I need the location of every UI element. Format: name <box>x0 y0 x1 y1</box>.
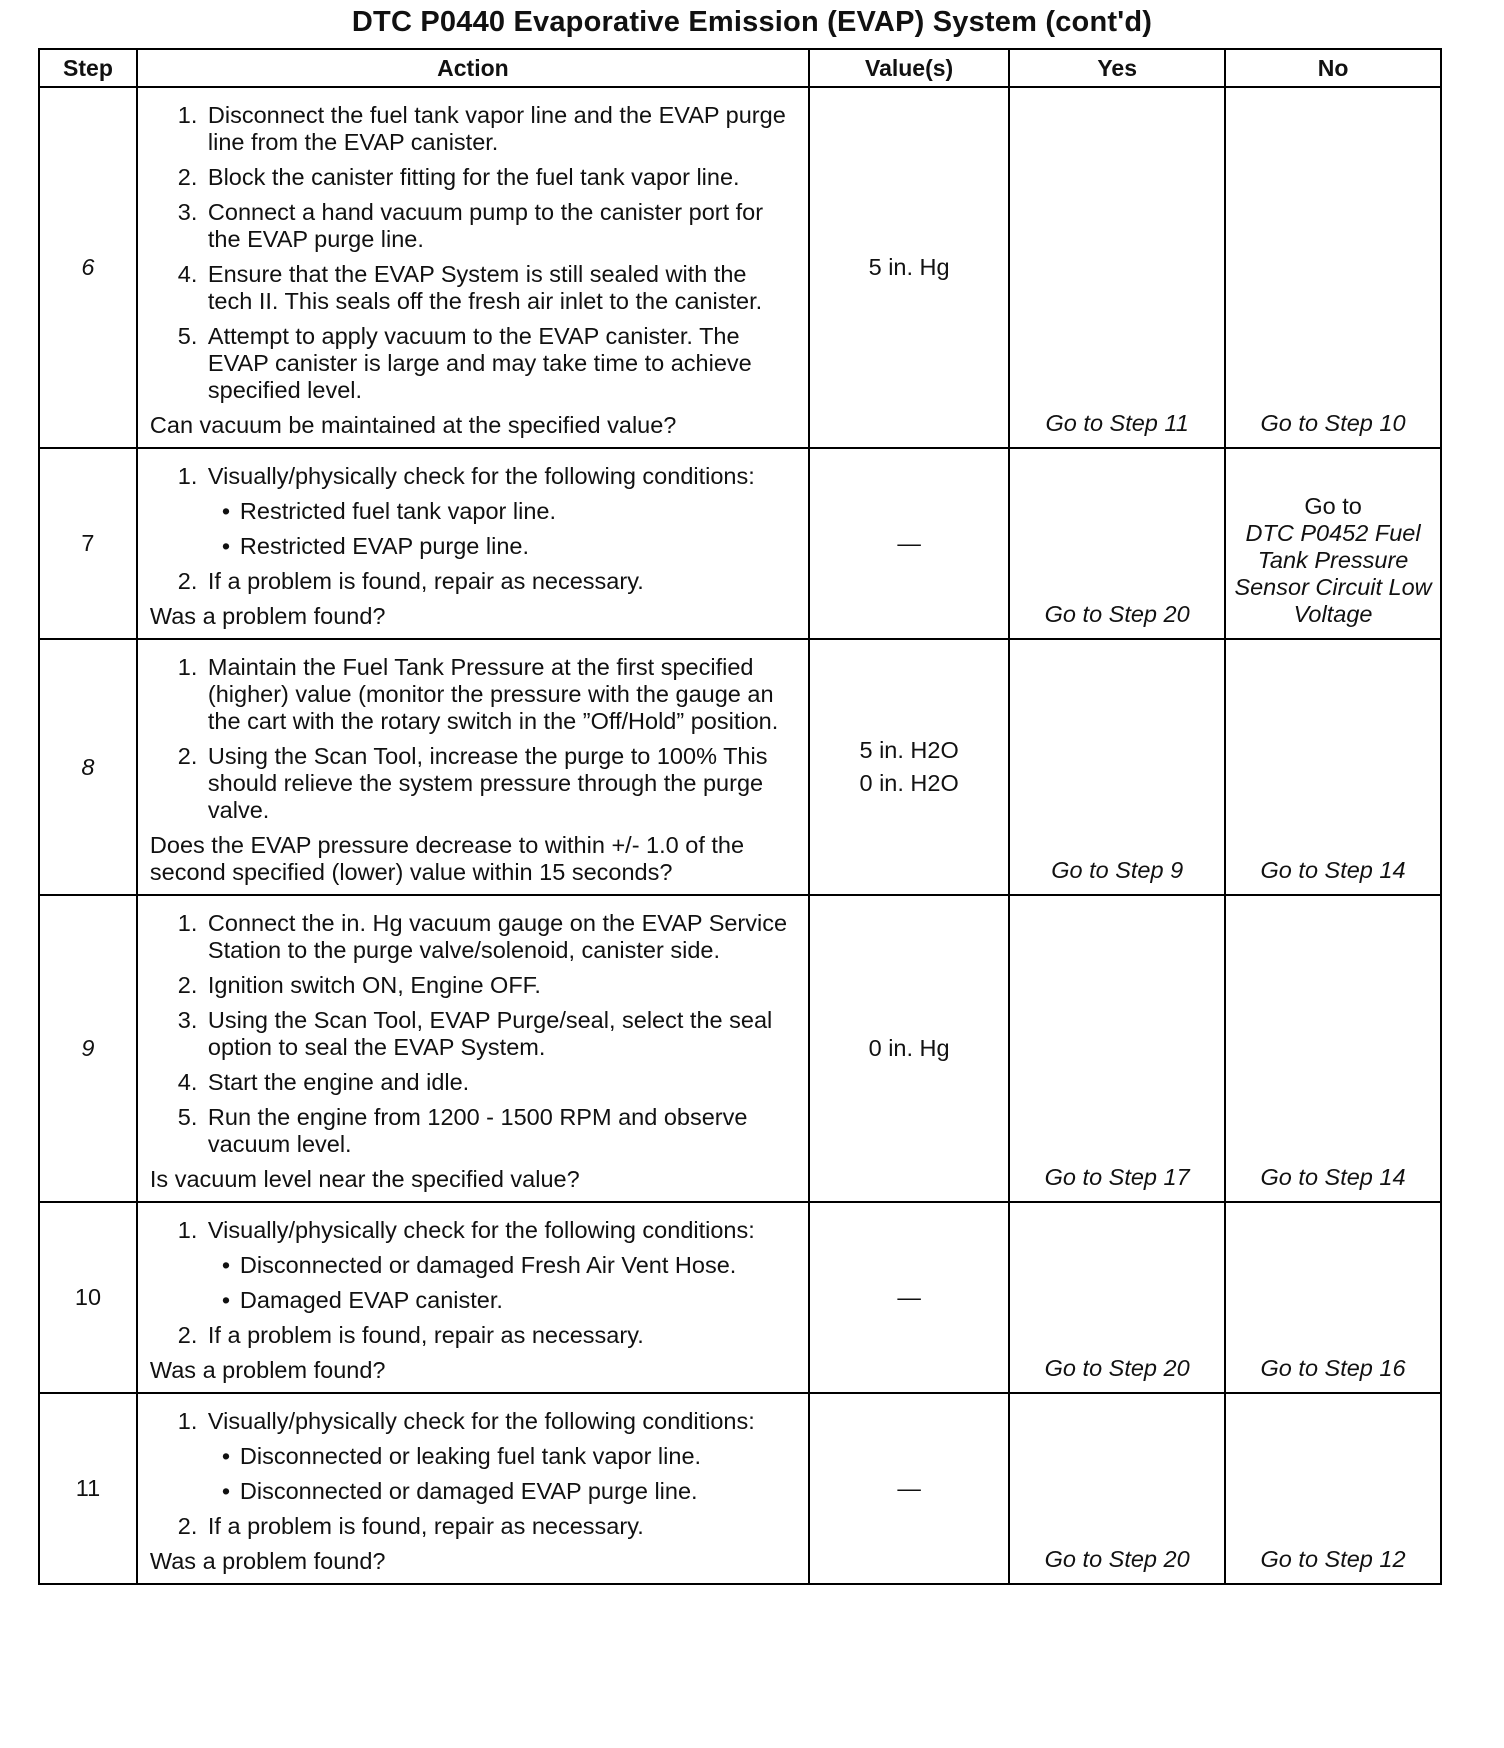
table-row <box>39 639 1441 895</box>
action-item <box>204 1322 796 1349</box>
step-question: Was a problem found? <box>149 1357 386 1383</box>
table-row <box>39 895 1441 1202</box>
action-list <box>150 654 796 824</box>
spec-value: — <box>897 1284 921 1310</box>
header-no: No <box>1225 49 1441 87</box>
action-item <box>204 323 796 404</box>
table-row <box>39 87 1441 448</box>
step-number: 11 <box>39 1393 137 1584</box>
step-question: Was a problem found? <box>149 603 386 629</box>
action-item <box>204 568 796 595</box>
page-title: DTC P0440 Evaporative Emission (EVAP) System (cont'd) <box>351 6 1153 38</box>
action-item-text: Run the engine from 1200 - 1500 RPM and observe vacuum level. <box>207 1104 748 1157</box>
condition-item: • Disconnected or damaged EVAP purge line. <box>240 1478 796 1505</box>
action-item-text: Using the Scan Tool, increase the purge to 100% This should relieve the system pressure through the purge valve. <box>207 743 768 823</box>
condition-item: • Disconnected or leaking fuel tank vapor line. <box>240 1443 796 1470</box>
step-question: Is vacuum level near the specified value? <box>149 1166 580 1192</box>
spec-value: 0 in. H2O <box>859 770 959 796</box>
spec-value: 5 in. Hg <box>868 254 950 280</box>
action-item-text: Connect the in. Hg vacuum gauge on the EVAP Service Station to the purge valve/solenoid, canister side. <box>207 910 788 963</box>
action-list <box>150 1408 796 1540</box>
condition-item: • Restricted fuel tank vapor line. <box>240 498 796 525</box>
action-item-text: Block the canister fitting for the fuel tank vapor line. <box>207 164 740 190</box>
yes-action: Go to Step 20 <box>1009 448 1225 639</box>
action-cell <box>137 448 809 639</box>
header-values: Value(s) <box>809 49 1009 87</box>
action-list <box>150 102 796 404</box>
step-number: 9 <box>39 895 137 1202</box>
action-cell <box>137 87 809 448</box>
action-item <box>204 1408 796 1505</box>
condition-list <box>208 498 796 560</box>
action-item <box>204 1217 796 1314</box>
action-item <box>204 1069 796 1096</box>
value-cell <box>809 87 1009 448</box>
action-item-text: Maintain the Fuel Tank Pressure at the first specified (higher) value (monitor the pressure with the gauge an the cart with the rotary switch in the ”Off/Hold” position. <box>207 654 779 734</box>
table-row <box>39 1393 1441 1584</box>
no-action-text: Go to Step 12 <box>1260 1546 1406 1572</box>
no-action-text: Go to Step 10 <box>1260 410 1406 436</box>
action-item-text: Disconnect the fuel tank vapor line and the EVAP purge line from the EVAP canister. <box>207 102 786 155</box>
action-item <box>204 972 796 999</box>
action-item <box>204 199 796 253</box>
no-action <box>1225 895 1441 1202</box>
spec-value: 0 in. Hg <box>868 1035 950 1061</box>
step-number: 10 <box>39 1202 137 1393</box>
action-item <box>204 654 796 735</box>
diagnostic-table <box>38 48 1442 1585</box>
header-yes: Yes <box>1009 49 1225 87</box>
action-item-text: Visually/physically check for the following conditions: <box>207 1408 755 1434</box>
condition-item: • Disconnected or damaged Fresh Air Vent Hose. <box>240 1252 796 1279</box>
step-number: 8 <box>39 639 137 895</box>
table-header-row <box>39 49 1441 87</box>
step-number: 7 <box>39 448 137 639</box>
action-item <box>204 1104 796 1158</box>
step-number: 6 <box>39 87 137 448</box>
no-action <box>1225 1202 1441 1393</box>
condition-list <box>208 1252 796 1314</box>
action-item <box>204 102 796 156</box>
yes-action: Go to Step 9 <box>1009 639 1225 895</box>
condition-item: • Restricted EVAP purge line. <box>240 533 796 560</box>
action-item <box>204 1513 796 1540</box>
step-question: Does the EVAP pressure decrease to within +/- 1.0 of the second specified (lower) value within 15 seconds? <box>149 832 745 885</box>
action-item-text: If a problem is found, repair as necessary. <box>207 1513 644 1539</box>
action-item-text: Attempt to apply vacuum to the EVAP canister. The EVAP canister is large and may take time to achieve specified level. <box>207 323 752 403</box>
spec-value: 5 in. H2O <box>859 737 959 763</box>
action-item-text: Ensure that the EVAP System is still sealed with the tech II. This seals off the fresh air inlet to the canister. <box>207 261 763 314</box>
step-question: Can vacuum be maintained at the specified value? <box>149 412 677 438</box>
action-cell <box>137 1393 809 1584</box>
action-item <box>204 463 796 560</box>
action-item-text: Start the engine and idle. <box>207 1069 470 1095</box>
action-item <box>204 910 796 964</box>
yes-action: Go to Step 20 <box>1009 1393 1225 1584</box>
condition-list <box>208 1443 796 1505</box>
action-item <box>204 1007 796 1061</box>
yes-action: Go to Step 20 <box>1009 1202 1225 1393</box>
no-action <box>1225 87 1441 448</box>
action-item-text: Connect a hand vacuum pump to the canister port for the EVAP purge line. <box>207 199 764 252</box>
action-item-text: If a problem is found, repair as necessary. <box>207 1322 644 1348</box>
action-list <box>150 463 796 595</box>
no-action-text: DTC P0452 Fuel Tank Pressure Sensor Circuit Low Voltage <box>1234 520 1432 627</box>
action-item <box>204 743 796 824</box>
action-cell <box>137 1202 809 1393</box>
action-item <box>204 164 796 191</box>
table-body <box>39 87 1441 1584</box>
no-action <box>1225 1393 1441 1584</box>
action-item <box>204 261 796 315</box>
yes-action: Go to Step 11 <box>1009 87 1225 448</box>
condition-item: • Damaged EVAP canister. <box>240 1287 796 1314</box>
action-list <box>150 910 796 1158</box>
no-action <box>1225 639 1441 895</box>
action-item-text: Visually/physically check for the following conditions: <box>207 1217 755 1243</box>
no-action-text: Go to Step 14 <box>1260 857 1406 883</box>
header-step: Step <box>39 49 137 87</box>
action-item-text: If a problem is found, repair as necessary. <box>207 568 644 594</box>
table-row <box>39 448 1441 639</box>
action-cell <box>137 639 809 895</box>
action-item-text: Visually/physically check for the following conditions: <box>207 463 755 489</box>
action-item-text: Ignition switch ON, Engine OFF. <box>207 972 541 998</box>
no-action-prefix: Go to <box>1304 493 1362 519</box>
value-cell <box>809 1393 1009 1584</box>
value-cell <box>809 1202 1009 1393</box>
action-item-text: Using the Scan Tool, EVAP Purge/seal, select the seal option to seal the EVAP System. <box>207 1007 773 1060</box>
spec-value: — <box>897 1475 921 1501</box>
table-row <box>39 1202 1441 1393</box>
yes-action: Go to Step 17 <box>1009 895 1225 1202</box>
header-action: Action <box>137 49 809 87</box>
action-list <box>150 1217 796 1349</box>
action-cell <box>137 895 809 1202</box>
spec-value: — <box>897 530 921 556</box>
value-cell <box>809 448 1009 639</box>
no-action-text: Go to Step 16 <box>1260 1355 1406 1381</box>
value-cell <box>809 639 1009 895</box>
no-action <box>1225 448 1441 639</box>
value-cell <box>809 895 1009 1202</box>
no-action-text: Go to Step 14 <box>1260 1164 1406 1190</box>
step-question: Was a problem found? <box>149 1548 386 1574</box>
